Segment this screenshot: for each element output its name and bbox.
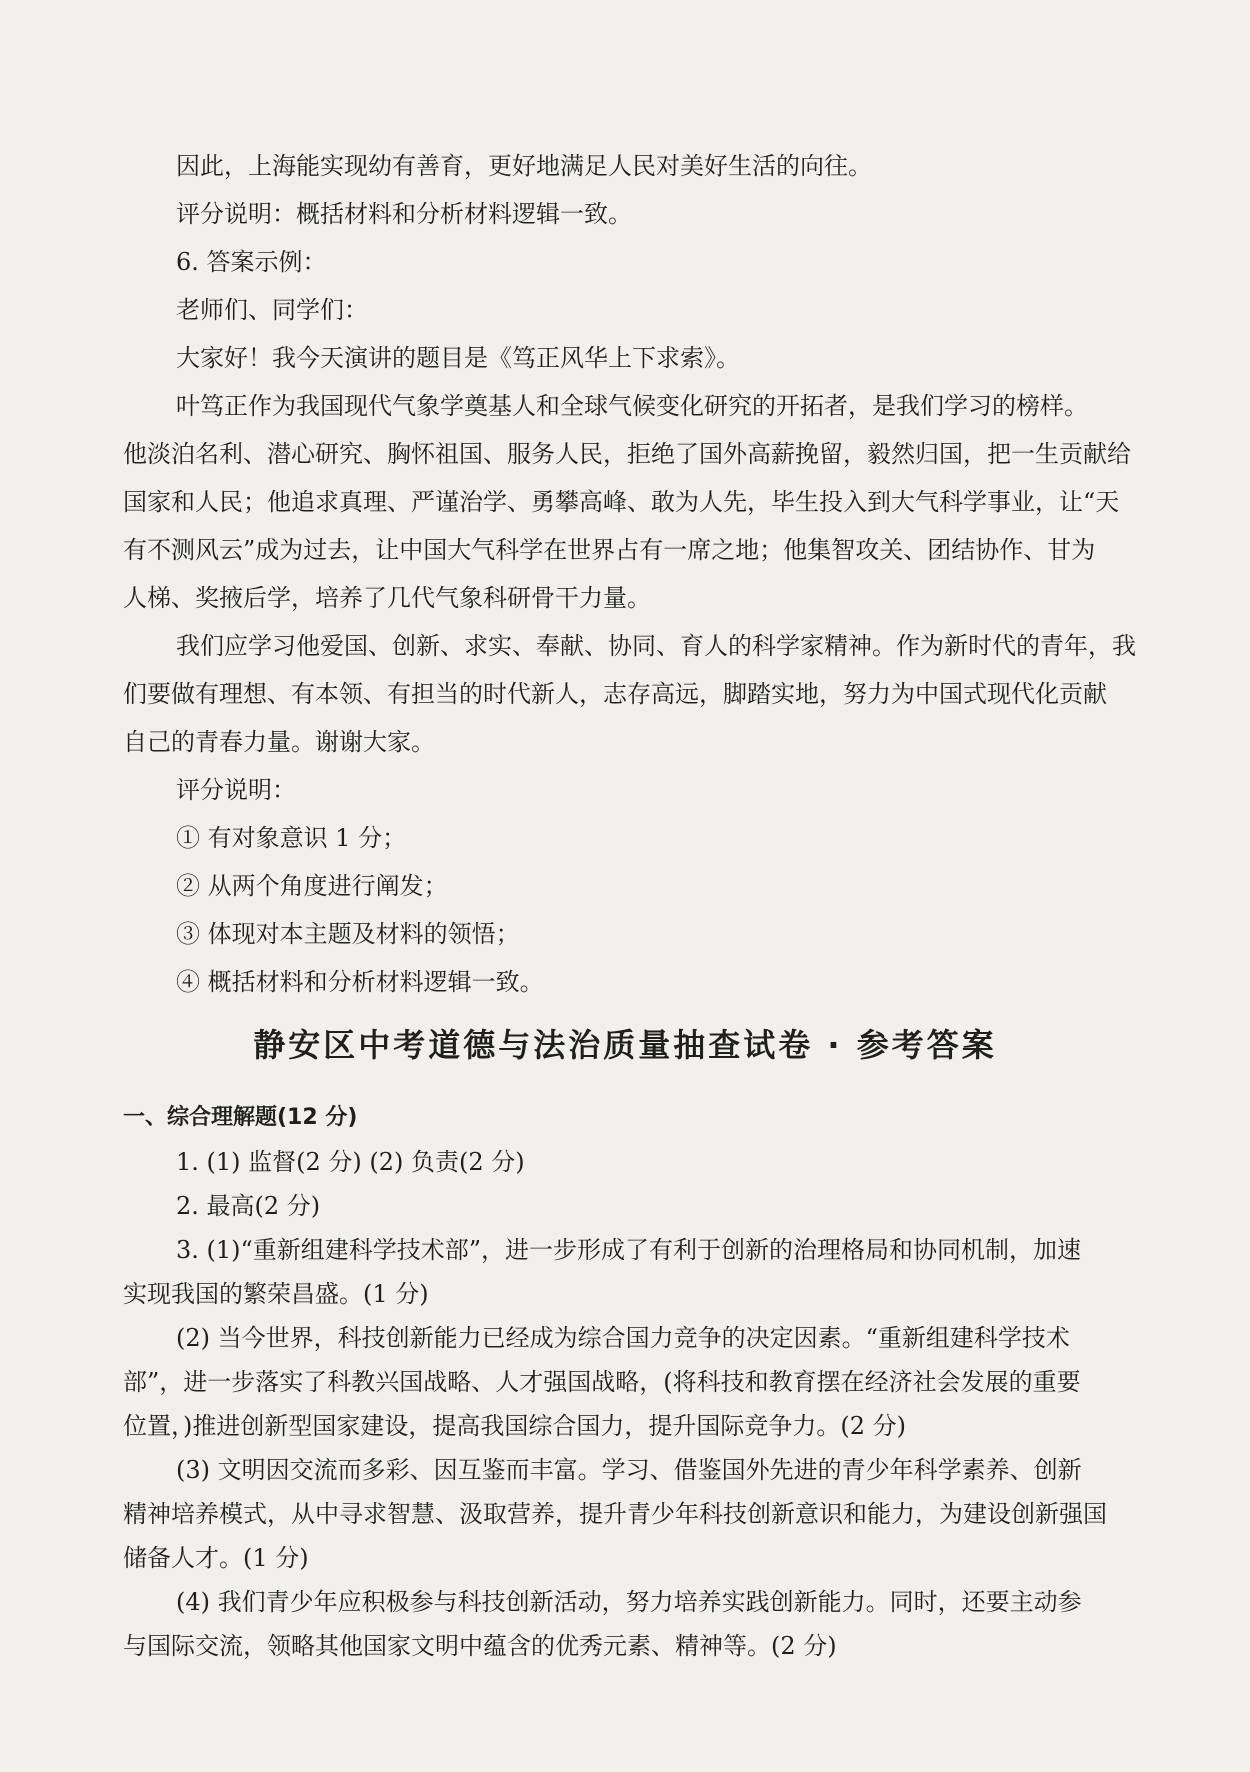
text-line: 他淡泊名利、潜心研究、胸怀祖国、服务人民，拒绝了国外高薪挽留，毅然归国，把一生贡献给 [123,440,1131,468]
text-line: 叶笃正作为我国现代气象学奠基人和全球气候变化研究的开拓者，是我们学习的榜样。 [176,392,1088,420]
page-title: 静安区中考道德与法治质量抽查试卷 · 参考答案 [253,1026,997,1064]
text-line: 精神培养模式，从中寻求智慧、汲取营养，提升青少年科技创新意识和能力，为建设创新强国 [123,1500,1107,1528]
scoring-label: 评分说明： [176,776,296,804]
text-line: 们要做有理想、有本领、有担当的时代新人，志存高远，脚踏实地，努力为中国式现代化贡献 [123,680,1107,708]
text-line: 2. 最高(2 分) [176,1192,321,1220]
text-line: 3. (1)“重新组建科学技术部”，进一步形成了有利于创新的治理格局和协同机制，加速 [176,1236,1082,1264]
text-line: (3) 文明因交流而多彩、因互鉴而丰富。学习、借鉴国外先进的青少年科学素养、创新 [176,1456,1082,1484]
scoring-item: ③ 体现对本主题及材料的领悟； [176,920,520,948]
text-line: 部”，进一步落实了科教兴国战略、人才强国战略，(将科技和教育摆在经济社会发展的重要 [123,1368,1081,1396]
text-line: 1. (1) 监督(2 分) (2) 负责(2 分) [176,1148,525,1176]
text-line: 与国际交流，领略其他国家文明中蕴含的优秀元素、精神等。(2 分) [123,1632,837,1660]
text-line: (4) 我们青少年应积极参与科技创新活动，努力培养实践创新能力。同时，还要主动参 [176,1588,1082,1616]
text-line: 有不测风云”成为过去，让中国大气科学在世界占有一席之地；他集智攻关、团结协作、甘为 [123,536,1096,564]
scoring-item: ④ 概括材料和分析材料逻辑一致。 [176,968,544,996]
text-line: 位置，)推进创新型国家建设，提高我国综合国力，提升国际竞争力。(2 分) [123,1412,906,1440]
text-line: 老师们、同学们： [176,296,368,324]
text-line: 自己的青春力量。谢谢大家。 [123,728,435,756]
text-line: 大家好！我今天演讲的题目是《笃正风华上下求索》。 [176,344,740,372]
text-line: 人梯、奖掖后学，培养了几代气象科研骨干力量。 [123,584,651,612]
text-line: 评分说明：概括材料和分析材料逻辑一致。 [176,200,632,228]
text-line: 储备人才。(1 分) [123,1544,309,1572]
text-line: 国家和人民；他追求真理、严谨治学、勇攀高峰、敢为人先，毕生投入到大气科学事业，让“天 [123,488,1120,516]
scoring-item: ① 有对象意识 1 分； [176,824,407,852]
text-line: 6. 答案示例： [176,248,327,276]
scoring-item: ② 从两个角度进行阐发； [176,872,448,900]
section-heading: 一、综合理解题(12 分) [123,1105,358,1130]
text-line: (2) 当今世界，科技创新能力已经成为综合国力竞争的决定因素。“重新组建科学技术 [176,1324,1070,1352]
text-line: 实现我国的繁荣昌盛。(1 分) [123,1280,429,1308]
text-line: 我们应学习他爱国、创新、求实、奉献、协同、育人的科学家精神。作为新时代的青年，我 [176,632,1136,660]
text-line: 因此，上海能实现幼有善育，更好地满足人民对美好生活的向往。 [176,152,872,180]
